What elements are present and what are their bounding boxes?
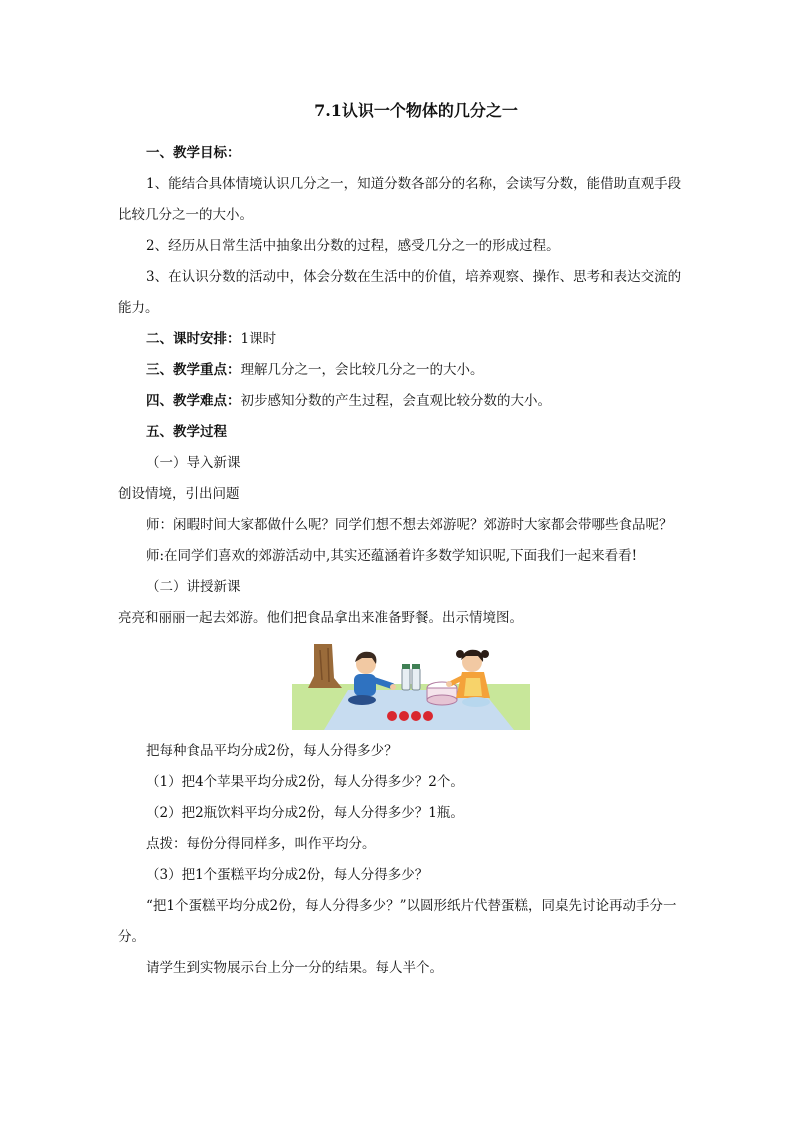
hours-label: 二、课时安排： bbox=[146, 331, 241, 347]
goal-2: 2、经历从日常生活中抽象出分数的过程，感受几分之一的形成过程。 bbox=[146, 238, 560, 254]
result-line: 请学生到实物展示台上分一分的结果。每人半个。 bbox=[146, 960, 443, 976]
part-1-heading: （一）导入新课 bbox=[146, 455, 241, 471]
story-line: 亮亮和丽丽一起去郊游。他们把食品拿出来准备野餐。出示情境图。 bbox=[118, 610, 523, 626]
document-body bbox=[118, 98, 684, 984]
teacher-line-1: 师：闲暇时间大家都做什么呢？同学们想不想去郊游呢？郊游时大家都会带哪些食品呢？ bbox=[146, 517, 673, 533]
key-label: 三、教学重点： bbox=[146, 362, 241, 378]
part-2-heading: （二）讲授新课 bbox=[146, 579, 241, 595]
goal-1: 1、能结合具体情境认识几分之一，知道分数各部分的名称，会读写分数，能借助直观手段比较几分之一的大小。 bbox=[118, 176, 682, 223]
teacher-line-2: 师:在同学们喜欢的郊游活动中,其实还蕴涵着许多数学知识呢,下面我们一起来看看! bbox=[146, 548, 638, 564]
difficulty-label: 四、教学难点： bbox=[146, 393, 241, 409]
goal-3: 3、在认识分数的活动中，体会分数在生活中的价值，培养观察、操作、思考和表达交流的能力。 bbox=[118, 269, 682, 316]
page-title: 7.1认识一个物体的几分之一 bbox=[314, 101, 518, 120]
picnic-figure bbox=[118, 644, 684, 730]
difficulty-value: 初步感知分数的产生过程，会直观比较分数的大小。 bbox=[240, 393, 551, 409]
goals-heading: 一、教学目标： bbox=[146, 145, 241, 161]
key-line bbox=[118, 355, 684, 386]
hours-value: 1课时 bbox=[240, 331, 277, 347]
key-value: 理解几分之一，会比较几分之一的大小。 bbox=[240, 362, 484, 378]
question-2: （2）把2瓶饮料平均分成2份，每人分得多少？1瓶。 bbox=[146, 805, 464, 821]
question-line: 把每种食品平均分成2份，每人分得多少？ bbox=[146, 743, 398, 759]
hint-line: 点拨：每份分得同样多，叫作平均分。 bbox=[146, 836, 376, 852]
question-1: （1）把4个苹果平均分成2份，每人分得多少？2个。 bbox=[146, 774, 464, 790]
difficulty-line bbox=[118, 386, 684, 417]
process-heading: 五、教学过程 bbox=[146, 424, 227, 440]
quote-line: “把1个蛋糕平均分成2份，每人分得多少？”以圆形纸片代替蛋糕，同桌先讨论再动手分一分。 bbox=[118, 898, 677, 945]
picnic-scene-illustration bbox=[292, 644, 530, 730]
question-3: （3）把1个蛋糕平均分成2份，每人分得多少？ bbox=[146, 867, 429, 883]
scene-line: 创设情境，引出问题 bbox=[118, 486, 240, 502]
hours-line bbox=[118, 324, 684, 355]
